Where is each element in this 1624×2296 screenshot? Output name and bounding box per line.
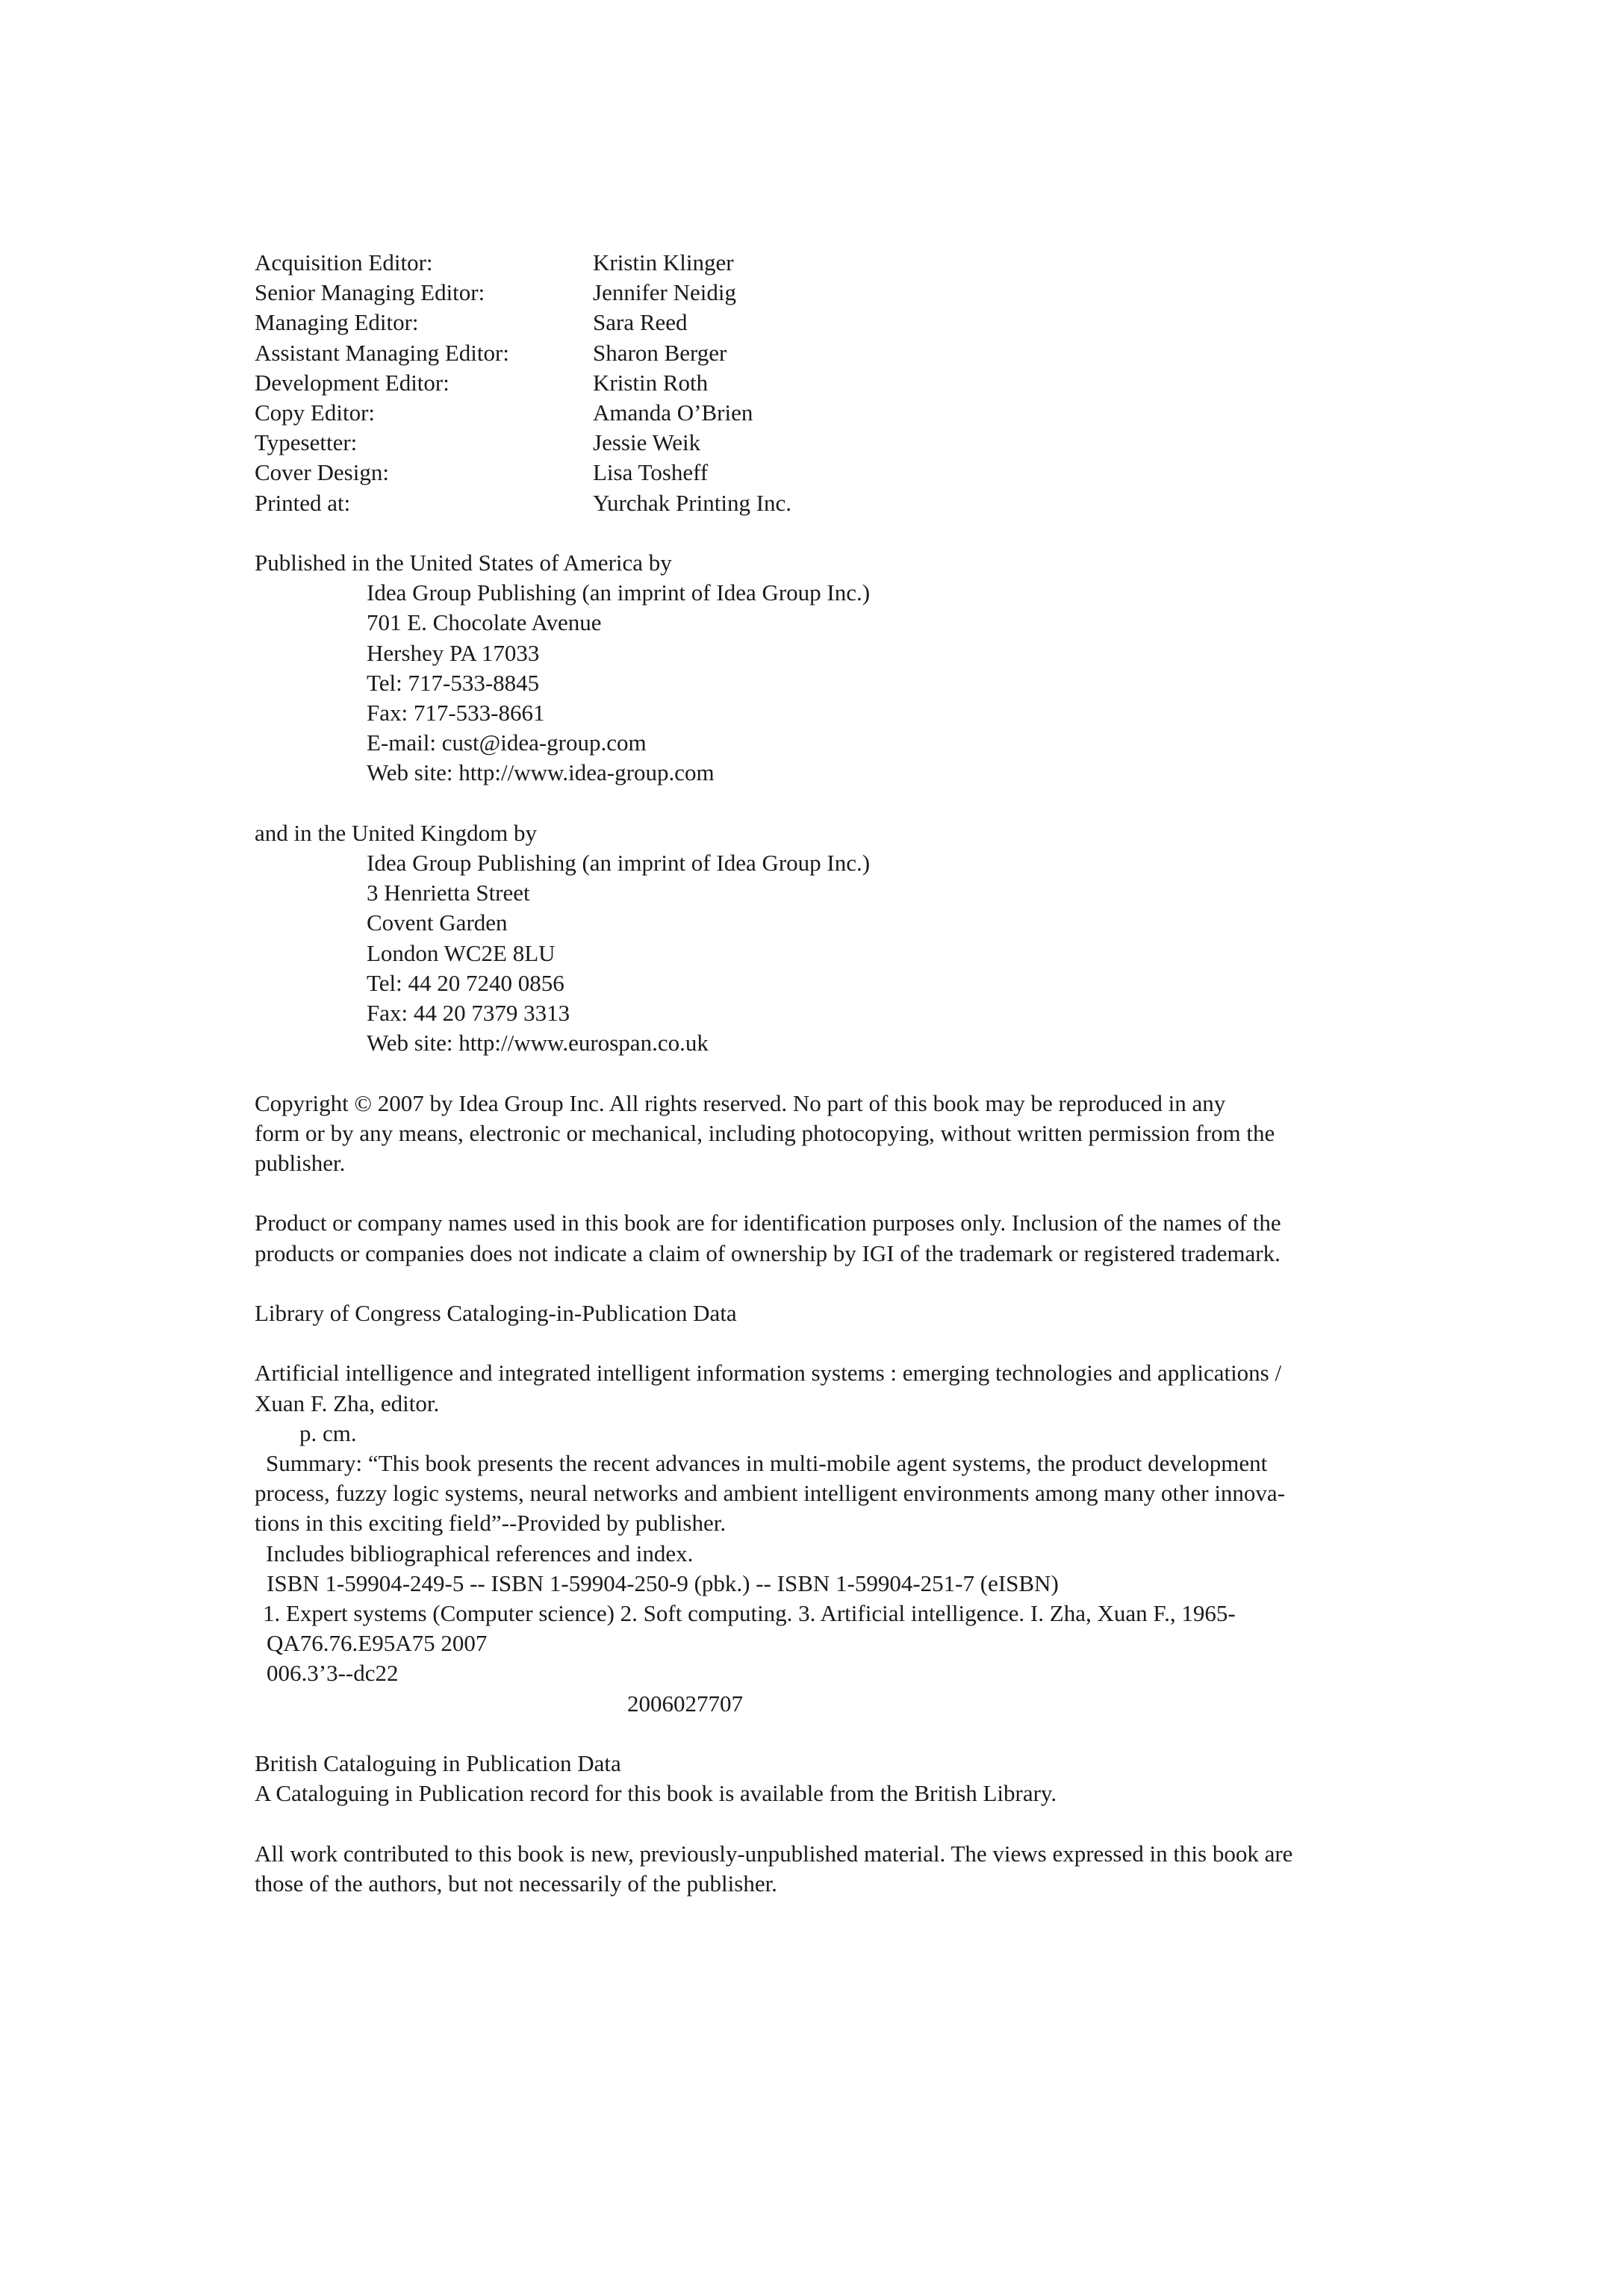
credit-name: Kristin Roth [593, 369, 709, 396]
spacer [255, 1269, 1390, 1298]
credit-name: Jennifer Neidig [593, 279, 736, 306]
us-publisher-block [255, 548, 1390, 788]
us-phone: Tel: 717-533-8845 [367, 669, 540, 696]
cip-pcm: p. cm. [299, 1419, 357, 1446]
copyright-line: form or by any means, electronic or mechanical, including photocopying, without written permission from the [255, 1119, 1275, 1146]
copyright-line: publisher. [255, 1150, 346, 1177]
uk-publisher-name: Idea Group Publishing (an imprint of Idea Group Inc.) [367, 850, 871, 877]
us-address-city: Hershey PA 17033 [367, 639, 540, 666]
uk-phone: Tel: 44 20 7240 0856 [367, 969, 564, 996]
spacer [255, 1328, 1390, 1358]
cip-summary-line: process, fuzzy logic systems, neural networks and ambient intelligent environments among many other innova- [255, 1480, 1286, 1507]
spacer [255, 1058, 1390, 1088]
british-cip-heading: British Cataloguing in Publication Data [255, 1750, 621, 1777]
cip-title-line: Artificial intelligence and integrated intelligent information systems : emerging technologies and applications / [255, 1360, 1282, 1387]
spacer [255, 1808, 1390, 1838]
us-website: Web site: http://www.idea-group.com [367, 759, 715, 786]
uk-publisher-block [255, 818, 1390, 1059]
cip-call-number: QA76.76.E95A75 2007 [267, 1630, 488, 1657]
loc-heading: Library of Congress Cataloging-in-Publication Data [255, 1300, 737, 1327]
us-address-street: 701 E. Chocolate Avenue [367, 609, 602, 636]
uk-address-district: Covent Garden [367, 909, 508, 936]
disclaimer-line: All work contributed to this book is new, previously-unpublished material. The views expressed in this book are [255, 1840, 1293, 1867]
uk-publisher-intro: and in the United Kingdom by [255, 819, 537, 846]
us-email: E-mail: cust@idea-group.com [367, 729, 647, 756]
credit-name: Sharon Berger [593, 339, 727, 366]
cip-dewey: 006.3’3--dc22 [267, 1660, 399, 1687]
cip-title-line: Xuan F. Zha, editor. [255, 1390, 440, 1416]
credit-role: Development Editor: [255, 369, 449, 396]
credit-name: Sara Reed [593, 309, 688, 336]
us-fax: Fax: 717-533-8661 [367, 700, 545, 727]
us-publisher-intro: Published in the United States of America by [255, 550, 672, 576]
spacer [255, 1719, 1390, 1749]
credit-name: Kristin Klinger [593, 249, 734, 276]
cip-includes: Includes bibliographical references and index. [266, 1540, 694, 1567]
credit-name: Yurchak Printing Inc. [593, 489, 792, 516]
trademark-notice [255, 1208, 1390, 1268]
copyright-line: Copyright © 2007 by Idea Group Inc. All rights reserved. No part of this book may be reproduced in any [255, 1089, 1226, 1116]
credit-role: Assistant Managing Editor: [255, 339, 509, 366]
page-content [255, 248, 1390, 1899]
credit-role: Cover Design: [255, 459, 389, 486]
cip-summary-line: Summary: “This book presents the recent advances in multi-mobile agent systems, the product development [266, 1450, 1268, 1477]
credit-name: Lisa Tosheff [593, 459, 709, 486]
uk-website: Web site: http://www.eurospan.co.uk [367, 1030, 709, 1057]
cip-lccn: 2006027707 [627, 1690, 743, 1717]
credit-role: Printed at: [255, 489, 351, 516]
credit-name: Amanda O’Brien [593, 399, 753, 426]
credit-role: Acquisition Editor: [255, 249, 433, 276]
copyright-notice [255, 1089, 1390, 1179]
spacer [255, 788, 1390, 818]
cip-record [255, 1358, 1390, 1718]
disclaimer [255, 1839, 1390, 1899]
british-cip-text: A Cataloguing in Publication record for this book is available from the British Library. [255, 1780, 1057, 1807]
uk-fax: Fax: 44 20 7379 3313 [367, 1000, 570, 1027]
cip-subjects: 1. Expert systems (Computer science) 2. Soft computing. 3. Artificial intelligence. I. Zha, Xuan F., 1965- [263, 1600, 1236, 1627]
british-cip [255, 1749, 1390, 1808]
credit-role: Typesetter: [255, 429, 358, 456]
spacer [255, 518, 1390, 548]
trademark-line: products or companies does not indicate a claim of ownership by IGI of the trademark or registered trademark. [255, 1239, 1281, 1266]
uk-address-street: 3 Henrietta Street [367, 880, 530, 906]
spacer [255, 1178, 1390, 1208]
credit-name: Jessie Weik [593, 429, 701, 456]
cip-isbn: ISBN 1-59904-249-5 -- ISBN 1-59904-250-9 (pbk.) -- ISBN 1-59904-251-7 (eISBN) [267, 1569, 1059, 1596]
credit-role: Senior Managing Editor: [255, 279, 485, 306]
credit-role: Copy Editor: [255, 399, 376, 426]
cip-summary-line: tions in this exciting field”--Provided by publisher. [255, 1510, 727, 1537]
uk-address-city: London WC2E 8LU [367, 939, 556, 966]
us-publisher-name: Idea Group Publishing (an imprint of Idea Group Inc.) [367, 579, 871, 606]
disclaimer-line: those of the authors, but not necessarily of the publisher. [255, 1870, 777, 1897]
credit-role: Managing Editor: [255, 309, 419, 336]
trademark-line: Product or company names used in this book are for identification purposes only. Inclusion of the names of the [255, 1210, 1281, 1236]
credits-list [255, 248, 1390, 518]
